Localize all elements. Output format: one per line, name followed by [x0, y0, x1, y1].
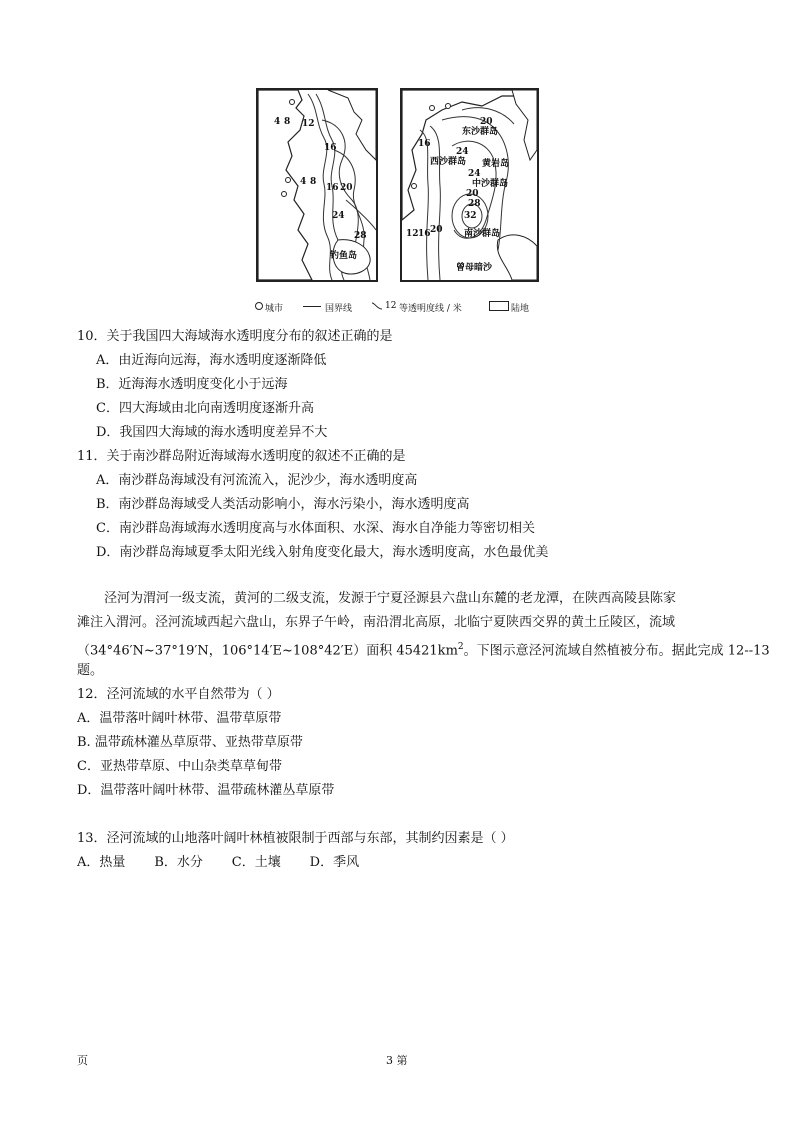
passage-line-1: 泾河为渭河一级支流，黄河的二级支流，发源于宁夏泾源县六盘山东麓的老龙潭，在陕西高陵县陈家	[104, 591, 677, 606]
isoline-legend-sample: 12	[385, 301, 397, 311]
land-legend-label: 陆地	[511, 304, 530, 314]
map-legend	[253, 298, 543, 314]
map-right-label-8: 12	[406, 229, 419, 239]
city-legend-icon	[255, 302, 263, 310]
map-left-label-diaoyu: 钓鱼岛	[330, 251, 358, 261]
isoline-legend-label: 等透明度线 / 米	[399, 304, 462, 314]
map-right-label-huangyan: 黄岩岛	[482, 159, 510, 169]
passage-superscript: 2	[457, 642, 464, 652]
question-11-stem: 11．关于南沙群岛附近海域海水透明度的叙述不正确的是	[77, 449, 406, 464]
passage-line-3-part-a: （34°46′N~37°19′N，106°14′E~108°42′E）面积 45421km	[77, 643, 458, 659]
map-east-china-sea	[256, 88, 378, 282]
question-12-stem: 12．泾河流域的水平自然带为（ ）	[77, 687, 280, 702]
question-12-option-c: C．亚热带草原、中山杂类草草甸带	[77, 759, 282, 774]
map-left-label-9: 24	[332, 211, 345, 221]
passage-line-2: 滩注入渭河。泾河流域西起六盘山，东界子午岭，南沿渭北高原，北临宁夏陕西交界的黄土丘陵区，流域	[77, 615, 676, 630]
passage-line-3-part-b: 。下图示意泾河流域自然植被分布。据此完成 12--13	[463, 643, 770, 659]
question-11-option-a: A．南沙群岛海域没有河流流入，泥沙少，海水透明度高	[96, 473, 418, 488]
footer-left: 页	[77, 1054, 88, 1067]
map-left-label-8: 20	[340, 183, 353, 193]
question-10-option-d: D．我国四大海域的海水透明度差异不大	[96, 425, 328, 440]
map-right-label-xisha: 西沙群岛	[430, 157, 467, 167]
map-right-label-zengmu: 曾母暗沙	[456, 263, 493, 273]
border-legend-label: 国界线	[325, 304, 353, 314]
map-right-label-4: 24	[468, 169, 481, 179]
map-right-label-10: 20	[430, 225, 443, 235]
question-10-option-b: B．近海海水透明度变化小于远海	[96, 377, 288, 392]
question-11-option-b: B．南沙群岛海域受人类活动影响小，海水污染小，海水透明度高	[96, 497, 470, 512]
border-legend-line	[303, 306, 321, 307]
map-right-label-5: 20	[466, 189, 479, 199]
map-right-label-3: 24	[456, 147, 469, 157]
map-right-label-1: 20	[480, 117, 493, 127]
passage-line-3	[77, 635, 770, 663]
map-right-label-dongsha: 东沙群岛	[462, 127, 499, 137]
question-11-option-d: D．南沙群岛海域夏季太阳光线入射角度变化最大，海水透明度高，水色最优美	[96, 545, 549, 560]
question-10-option-c: C．四大海域由北向南透明度逐渐升高	[96, 401, 314, 416]
land-legend-icon	[489, 301, 509, 311]
map-left-label-6: 8	[310, 177, 317, 187]
question-13-stem: 13．泾河流域的山地落叶阔叶林植被限制于西部与东部，其制约因素是（ ）	[77, 831, 514, 846]
question-13-options: A．热量 B．水分 C．土壤 D．季风	[77, 855, 360, 870]
map-right-label-9: 16	[418, 229, 431, 239]
map-left-label-5: 4	[300, 177, 307, 187]
map-right-label-zhongsha: 中沙群岛	[472, 179, 509, 189]
map-south-china-sea	[400, 88, 539, 282]
map-right-label-6: 28	[468, 199, 481, 209]
question-10-option-a: A．由近海向远海，海水透明度逐渐降低	[96, 353, 327, 368]
map-left-label-10: 28	[354, 231, 367, 241]
map-left-label-4: 16	[324, 143, 337, 153]
passage-line-4: 题。	[77, 663, 104, 678]
isoline-legend-icon	[371, 301, 383, 314]
question-12-option-d: D．温带落叶阔叶林带、温带疏林灌丛草原带	[77, 783, 335, 798]
question-11-option-c: C．南沙群岛海域海水透明度高与水体面积、水深、海水自净能力等密切相关	[96, 521, 535, 536]
map-left-label-7: 16	[326, 183, 339, 193]
map-right-label-2: 16	[418, 139, 431, 149]
map-right-label-7: 32	[464, 211, 477, 221]
map-left-label-3: 12	[302, 119, 315, 129]
map-left-label-1: 4	[274, 117, 281, 127]
question-12-option-b: B. 温带疏林灌丛草原带、亚热带草原带	[77, 735, 303, 750]
map-right-label-nansha: 南沙群岛	[464, 229, 501, 239]
city-legend-label: 城市	[265, 304, 284, 314]
question-10-stem: 10．关于我国四大海域海水透明度分布的叙述正确的是	[77, 329, 393, 344]
question-12-option-a: A．温带落叶阔叶林带、温带草原带	[77, 711, 282, 726]
south-china-sea-drawing	[402, 90, 537, 280]
footer-page-number: 3 第	[386, 1054, 408, 1067]
map-left-label-2: 8	[284, 117, 291, 127]
